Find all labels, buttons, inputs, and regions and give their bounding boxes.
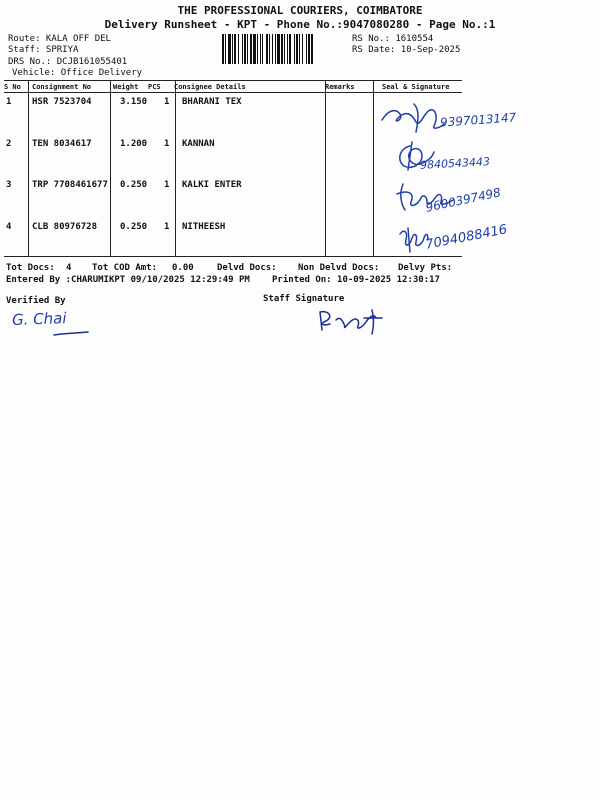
- row-consignment: TEN 8034617: [32, 139, 92, 149]
- col-header-consignee: Consignee Details: [174, 83, 246, 91]
- tot-docs-label: Tot Docs:: [6, 263, 55, 273]
- handwritten-phone-row-4: 7094088416: [424, 222, 509, 253]
- barcode-bar: [232, 34, 233, 64]
- barcode-bar: [234, 34, 236, 64]
- row-sno: 3: [6, 180, 12, 190]
- col-header-consignment: Consignment No: [32, 83, 92, 91]
- col-header-sno: S No: [4, 83, 21, 91]
- tot-cod-label: Tot COD Amt:: [92, 263, 158, 273]
- handwritten-phone-row-1: 9397013147: [439, 110, 517, 130]
- barcode-bar: [302, 34, 303, 64]
- barcode-bar: [242, 34, 243, 64]
- barcode: [222, 34, 346, 64]
- row-weight: 0.250: [120, 222, 148, 232]
- table-bottom-border: [4, 256, 462, 257]
- verified-signature-underline: [52, 330, 92, 338]
- verified-by-signature: G. Chai: [11, 309, 67, 329]
- entered-by: Entered By :CHARUMIKPT 09/10/2025 12:29:49 PM: [6, 275, 250, 285]
- barcode-bar: [247, 34, 248, 64]
- col-divider: [110, 80, 111, 256]
- barcode-bar: [287, 34, 288, 64]
- barcode-bar: [266, 34, 268, 64]
- barcode-bar: [250, 34, 252, 64]
- barcode-bar: [269, 34, 270, 64]
- company-title: THE PROFESSIONAL COURIERS, COIMBATORE: [177, 4, 423, 17]
- verified-by-label: Verified By: [6, 296, 66, 306]
- table-top-border: [4, 80, 462, 81]
- barcode-bar: [275, 34, 276, 64]
- table-header-border: [4, 92, 462, 93]
- col-header-weight: Weight: [113, 83, 139, 91]
- barcode-bar: [228, 34, 231, 64]
- tot-cod-value: 0.00: [172, 263, 194, 273]
- rs-number: RS No.: 1610554: [352, 34, 434, 44]
- col-divider: [325, 80, 326, 256]
- barcode-bar: [277, 34, 280, 64]
- row-pcs: 1: [164, 139, 170, 149]
- barcode-bar: [222, 34, 224, 64]
- barcode-bar: [238, 34, 239, 64]
- barcode-bar: [311, 34, 313, 64]
- barcode-bar: [289, 34, 291, 64]
- row-weight: 3.150: [120, 97, 148, 107]
- barcode-bar: [296, 34, 298, 64]
- runsheet-subtitle: Delivery Runsheet - KPT - Phone No.:9047080280 - Page No.:1: [104, 18, 496, 31]
- col-divider: [28, 80, 29, 256]
- row-pcs: 1: [164, 97, 170, 107]
- vehicle-label: Vehicle: Office Delivery: [12, 68, 143, 78]
- barcode-bar: [306, 34, 307, 64]
- row-consignee: KANNAN: [182, 139, 215, 149]
- row-consignee: KALKI ENTER: [182, 180, 242, 190]
- handwritten-signature-row-1: [378, 100, 448, 136]
- row-sno: 2: [6, 139, 12, 149]
- barcode-bar: [299, 34, 300, 64]
- rs-date: RS Date: 10-Sep-2025: [352, 45, 461, 55]
- row-pcs: 1: [164, 222, 170, 232]
- row-weight: 0.250: [120, 180, 148, 190]
- col-header-seal-signature: Seal & Signature: [382, 83, 450, 91]
- row-pcs: 1: [164, 180, 170, 190]
- handwritten-phone-row-2: 9840543443: [419, 155, 491, 172]
- row-consignee: NITHEESH: [182, 222, 226, 232]
- barcode-bar: [257, 34, 258, 64]
- barcode-bar: [225, 34, 226, 64]
- tot-docs-value: 4: [66, 263, 72, 273]
- staff-signature: [314, 306, 390, 336]
- barcode-bar: [262, 34, 263, 64]
- barcode-bar: [284, 34, 285, 64]
- route-label: Route: KALA OFF DEL: [8, 34, 111, 44]
- row-weight: 1.200: [120, 139, 148, 149]
- handwritten-phone-row-3: 9600397498: [424, 185, 502, 215]
- row-consignment: TRP 7708461677: [32, 180, 108, 190]
- col-header-pcs: PCS: [148, 83, 161, 91]
- barcode-bar: [272, 34, 273, 64]
- barcode-bar: [253, 34, 256, 64]
- col-divider: [175, 80, 176, 256]
- row-sno: 1: [6, 97, 12, 107]
- barcode-bar: [281, 34, 283, 64]
- col-divider: [373, 80, 374, 256]
- barcode-bar: [244, 34, 246, 64]
- row-consignee: BHARANI TEX: [182, 97, 242, 107]
- delvy-pts-label: Delvy Pts:: [398, 263, 453, 273]
- col-header-remarks: Remarks: [325, 83, 355, 91]
- drs-number: DRS No.: DCJB161055401: [8, 57, 128, 67]
- barcode-bar: [294, 34, 295, 64]
- row-sno: 4: [6, 222, 12, 232]
- staff-label: Staff: SPRIYA: [8, 45, 79, 55]
- non-delvd-docs-label: Non Delvd Docs:: [298, 263, 380, 273]
- row-consignment: HSR 7523704: [32, 97, 92, 107]
- staff-signature-label: Staff Signature: [263, 294, 345, 304]
- barcode-bar: [260, 34, 261, 64]
- barcode-bar: [308, 34, 310, 64]
- row-consignment: CLB 80976728: [32, 222, 98, 232]
- delvd-docs-label: Delvd Docs:: [217, 263, 277, 273]
- printed-on: Printed On: 10-09-2025 12:30:17: [272, 275, 440, 285]
